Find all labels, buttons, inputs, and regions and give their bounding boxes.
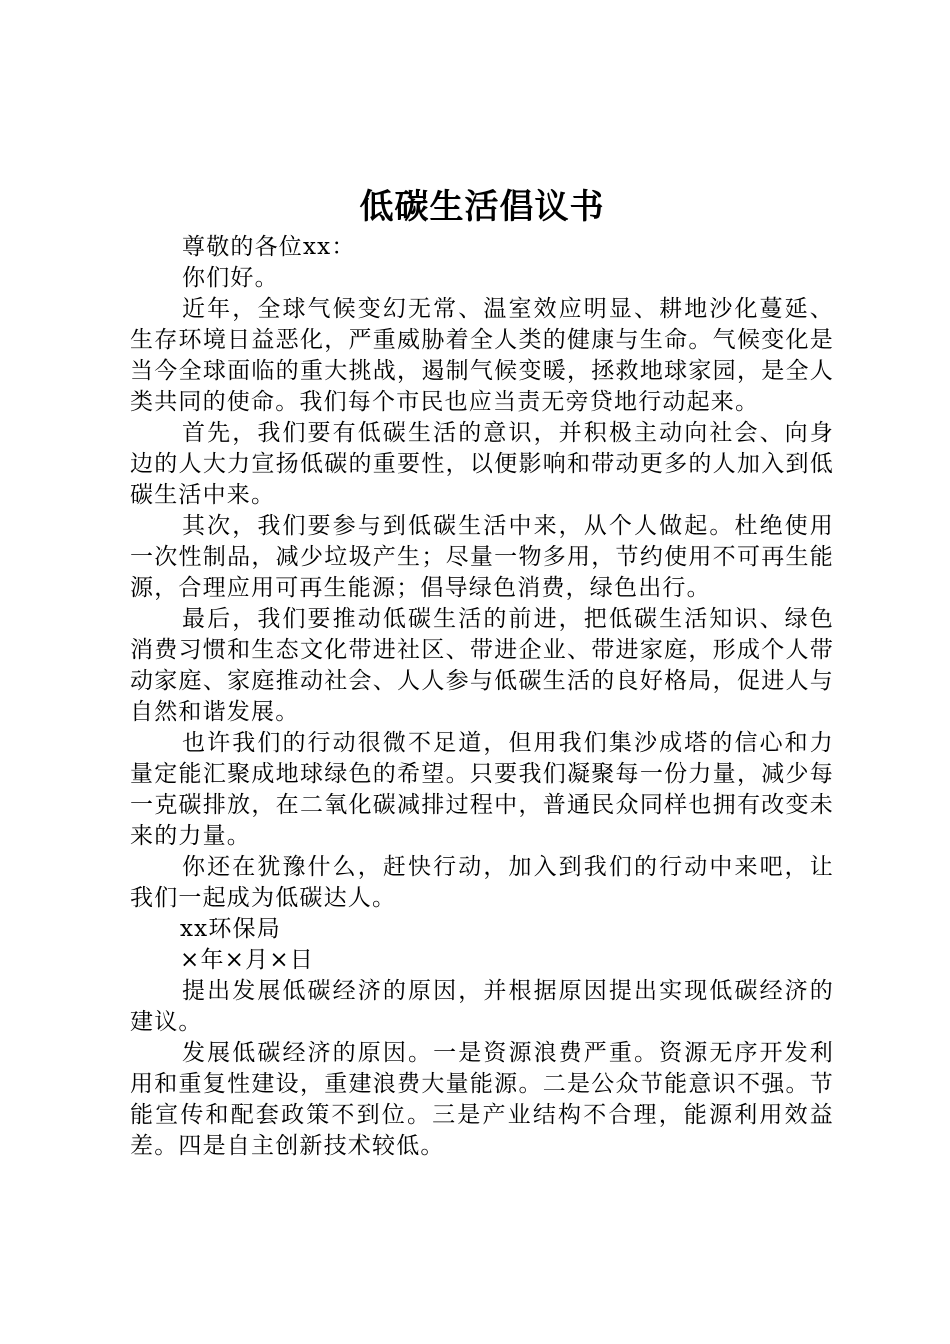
body-paragraph: 也许我们的行动很微不足道，但用我们集沙成塔的信心和力量定能汇聚成地球绿色的希望。只要我们凝聚每一份力量，减少每一克碳排放，在二氧化碳减排过程中，普通民众同样也拥有改变未来的力量。 xyxy=(130,730,834,849)
document-title: 低碳生活倡议书 xyxy=(359,187,605,227)
body-paragraph: 近年，全球气候变幻无常、温室效应明显、耕地沙化蔓延、生存环境日益恶化，严重威胁着全人类的健康与生命。气候变化是当今全球面临的重大挑战，遏制气候变暖，拯救地球家园，是全人类共同的使命。我们每个市民也应当责无旁贷地行动起来。 xyxy=(130,296,834,415)
body-paragraph: 提出发展低碳经济的原因，并根据原因提出实现低碳经济的建议。 xyxy=(130,978,834,1035)
body-paragraph: 发展低碳经济的原因。一是资源浪费严重。资源无序开发利用和重复性建设，重建浪费大量能源。二是公众节能意识不强。节能宣传和配套政策不到位。三是产业结构不合理，能源利用效益差。四是自主创新技术较低。 xyxy=(130,1040,834,1159)
body-paragraph: 其次，我们要参与到低碳生活中来，从个人做起。杜绝使用一次性制品，减少垃圾产生；尽量一物多用，节约使用不可再生能源，合理应用可再生能源；倡导绿色消费，绿色出行。 xyxy=(130,513,834,601)
signature: xx环保局 xyxy=(180,916,281,942)
date: ×年×月×日 xyxy=(180,947,315,973)
body-paragraph: 最后，我们要推动低碳生活的前进，把低碳生活知识、绿色消费习惯和生态文化带进社区、带进企业、带进家庭，形成个人带动家庭、家庭推动社会、人人参与低碳生活的良好格局，促进人与自然和谐发展。 xyxy=(130,606,834,725)
greeting: 你们好。 xyxy=(182,265,279,291)
salutation: 尊敬的各位xx： xyxy=(182,234,356,260)
body-paragraph: 你还在犹豫什么，赶快行动，加入到我们的行动中来吧，让我们一起成为低碳达人。 xyxy=(130,854,834,911)
body-paragraph: 首先，我们要有低碳生活的意识，并积极主动向社会、向身边的人大力宣扬低碳的重要性，以便影响和带动更多的人加入到低碳生活中来。 xyxy=(130,420,834,508)
document-page xyxy=(130,186,834,1162)
